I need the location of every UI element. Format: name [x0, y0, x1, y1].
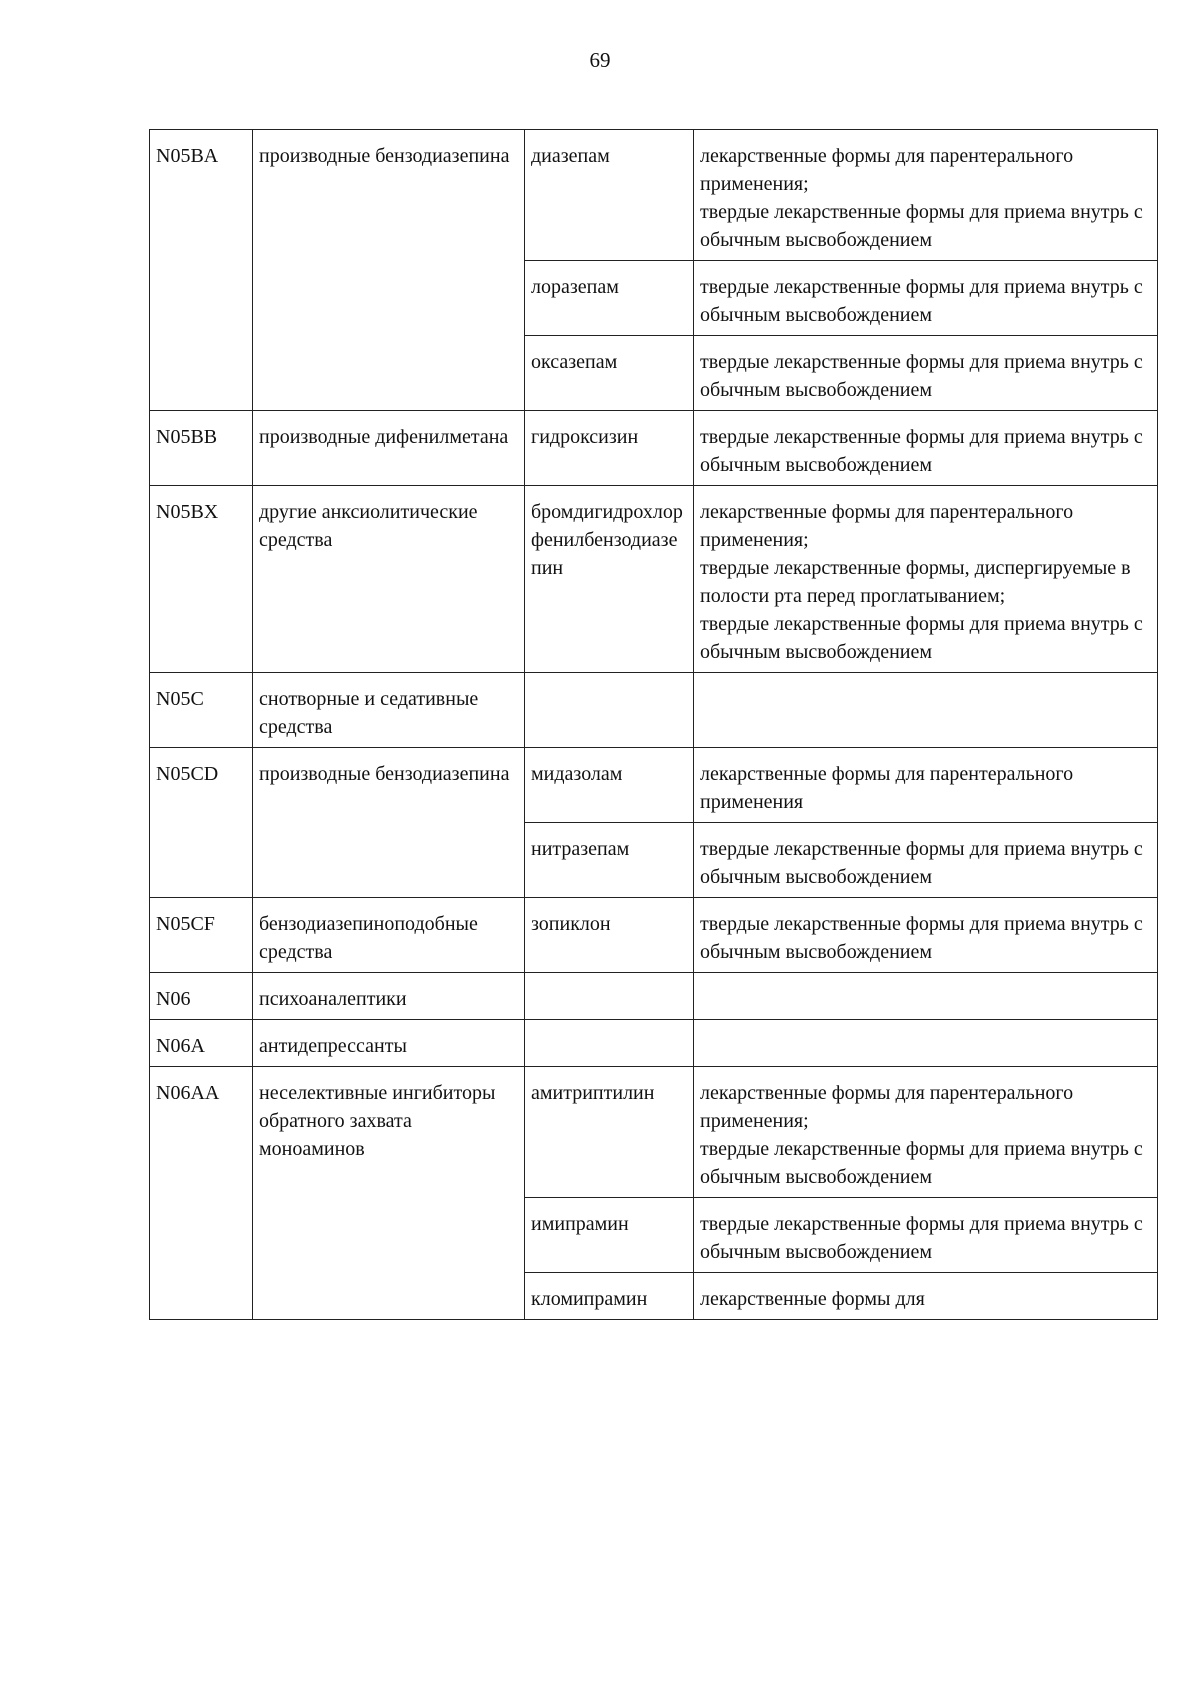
atc-group-cell: другие анксиолитические средства	[253, 486, 525, 673]
table-row	[150, 898, 1158, 973]
dosage-form-cell	[694, 748, 1158, 823]
drug-name-cell	[525, 1020, 694, 1067]
dosage-form-text: твердые лекарственные формы для приема внутрь с обычным высвобождением	[700, 351, 1143, 401]
atc-code-cell: N06	[150, 973, 253, 1020]
dosage-form-text: твердые лекарственные формы для приема внутрь с обычным высвобождением	[700, 838, 1143, 888]
table-row	[150, 1067, 1158, 1198]
dosage-form-cell	[694, 898, 1158, 973]
dosage-form-cell	[694, 411, 1158, 486]
dosage-form-cell	[694, 673, 1158, 748]
atc-group-cell: производные дифенилметана	[253, 411, 525, 486]
dosage-form-text: лекарственные формы для парентерального применения	[700, 763, 1074, 813]
drug-name-cell: кломипрамин	[525, 1273, 694, 1320]
dosage-form-cell	[694, 973, 1158, 1020]
drug-name-cell: амитриптилин	[525, 1067, 694, 1198]
atc-code-cell: N06A	[150, 1020, 253, 1067]
table-row	[150, 130, 1158, 261]
table-body	[150, 130, 1158, 1320]
drug-name-cell: оксазепам	[525, 336, 694, 411]
atc-code-cell: N05BX	[150, 486, 253, 673]
atc-code-cell: N05C	[150, 673, 253, 748]
atc-code-cell: N05BA	[150, 130, 253, 411]
drug-name-cell: нитразепам	[525, 823, 694, 898]
dosage-form-cell	[694, 1198, 1158, 1273]
dosage-form-text: лекарственные формы для парентерального применения;	[700, 145, 1074, 195]
atc-group-cell: психоаналептики	[253, 973, 525, 1020]
atc-group-cell: бензодиазепиноподобные средства	[253, 898, 525, 973]
dosage-form-text: твердые лекарственные формы для приема внутрь с обычным высвобождением	[700, 426, 1143, 476]
dosage-form-cell	[694, 823, 1158, 898]
dosage-form-text: твердые лекарственные формы для приема внутрь с обычным высвобождением	[700, 276, 1143, 326]
atc-group-cell: снотворные и седативные средства	[253, 673, 525, 748]
table-row	[150, 411, 1158, 486]
drug-name-cell: диазепам	[525, 130, 694, 261]
drug-name-cell: бромдигидрохлорфенилбензодиазепин	[525, 486, 694, 673]
table-row	[150, 486, 1158, 673]
atc-group-cell: антидепрессанты	[253, 1020, 525, 1067]
dosage-form-text: твердые лекарственные формы для приема внутрь с обычным высвобождением	[700, 1138, 1143, 1188]
drug-name-cell: лоразепам	[525, 261, 694, 336]
dosage-form-text: твердые лекарственные формы, диспергируемые в полости рта перед проглатыванием;	[700, 557, 1131, 607]
drug-name-cell	[525, 673, 694, 748]
dosage-form-text: твердые лекарственные формы для приема внутрь с обычным высвобождением	[700, 613, 1143, 663]
drug-name-cell: мидазолам	[525, 748, 694, 823]
atc-group-cell: производные бензодиазепина	[253, 130, 525, 411]
dosage-form-cell	[694, 261, 1158, 336]
dosage-form-cell	[694, 130, 1158, 261]
atc-code-cell: N06AA	[150, 1067, 253, 1320]
drug-name-cell: зопиклон	[525, 898, 694, 973]
page-number: 69	[589, 48, 611, 72]
dosage-form-text: твердые лекарственные формы для приема внутрь с обычным высвобождением	[700, 913, 1143, 963]
drug-table	[149, 129, 1158, 1320]
atc-group-cell: неселективные ингибиторы обратного захвата моноаминов	[253, 1067, 525, 1320]
dosage-form-text: лекарственные формы для парентерального применения;	[700, 1082, 1074, 1132]
drug-name-cell	[525, 973, 694, 1020]
atc-code-cell: N05CD	[150, 748, 253, 898]
dosage-form-text: лекарственные формы для	[700, 1288, 925, 1310]
dosage-form-cell	[694, 1067, 1158, 1198]
dosage-form-cell	[694, 336, 1158, 411]
table-row	[150, 673, 1158, 748]
dosage-form-text: лекарственные формы для парентерального применения;	[700, 501, 1074, 551]
atc-group-cell: производные бензодиазепина	[253, 748, 525, 898]
dosage-form-cell	[694, 486, 1158, 673]
drug-name-cell: имипрамин	[525, 1198, 694, 1273]
atc-code-cell: N05CF	[150, 898, 253, 973]
dosage-form-text: твердые лекарственные формы для приема внутрь с обычным высвобождением	[700, 1213, 1143, 1263]
table-row	[150, 748, 1158, 823]
atc-code-cell: N05BB	[150, 411, 253, 486]
table-row	[150, 973, 1158, 1020]
table-row	[150, 1020, 1158, 1067]
dosage-form-text: твердые лекарственные формы для приема внутрь с обычным высвобождением	[700, 201, 1143, 251]
drug-name-cell: гидроксизин	[525, 411, 694, 486]
dosage-form-cell	[694, 1020, 1158, 1067]
dosage-form-cell	[694, 1273, 1158, 1320]
